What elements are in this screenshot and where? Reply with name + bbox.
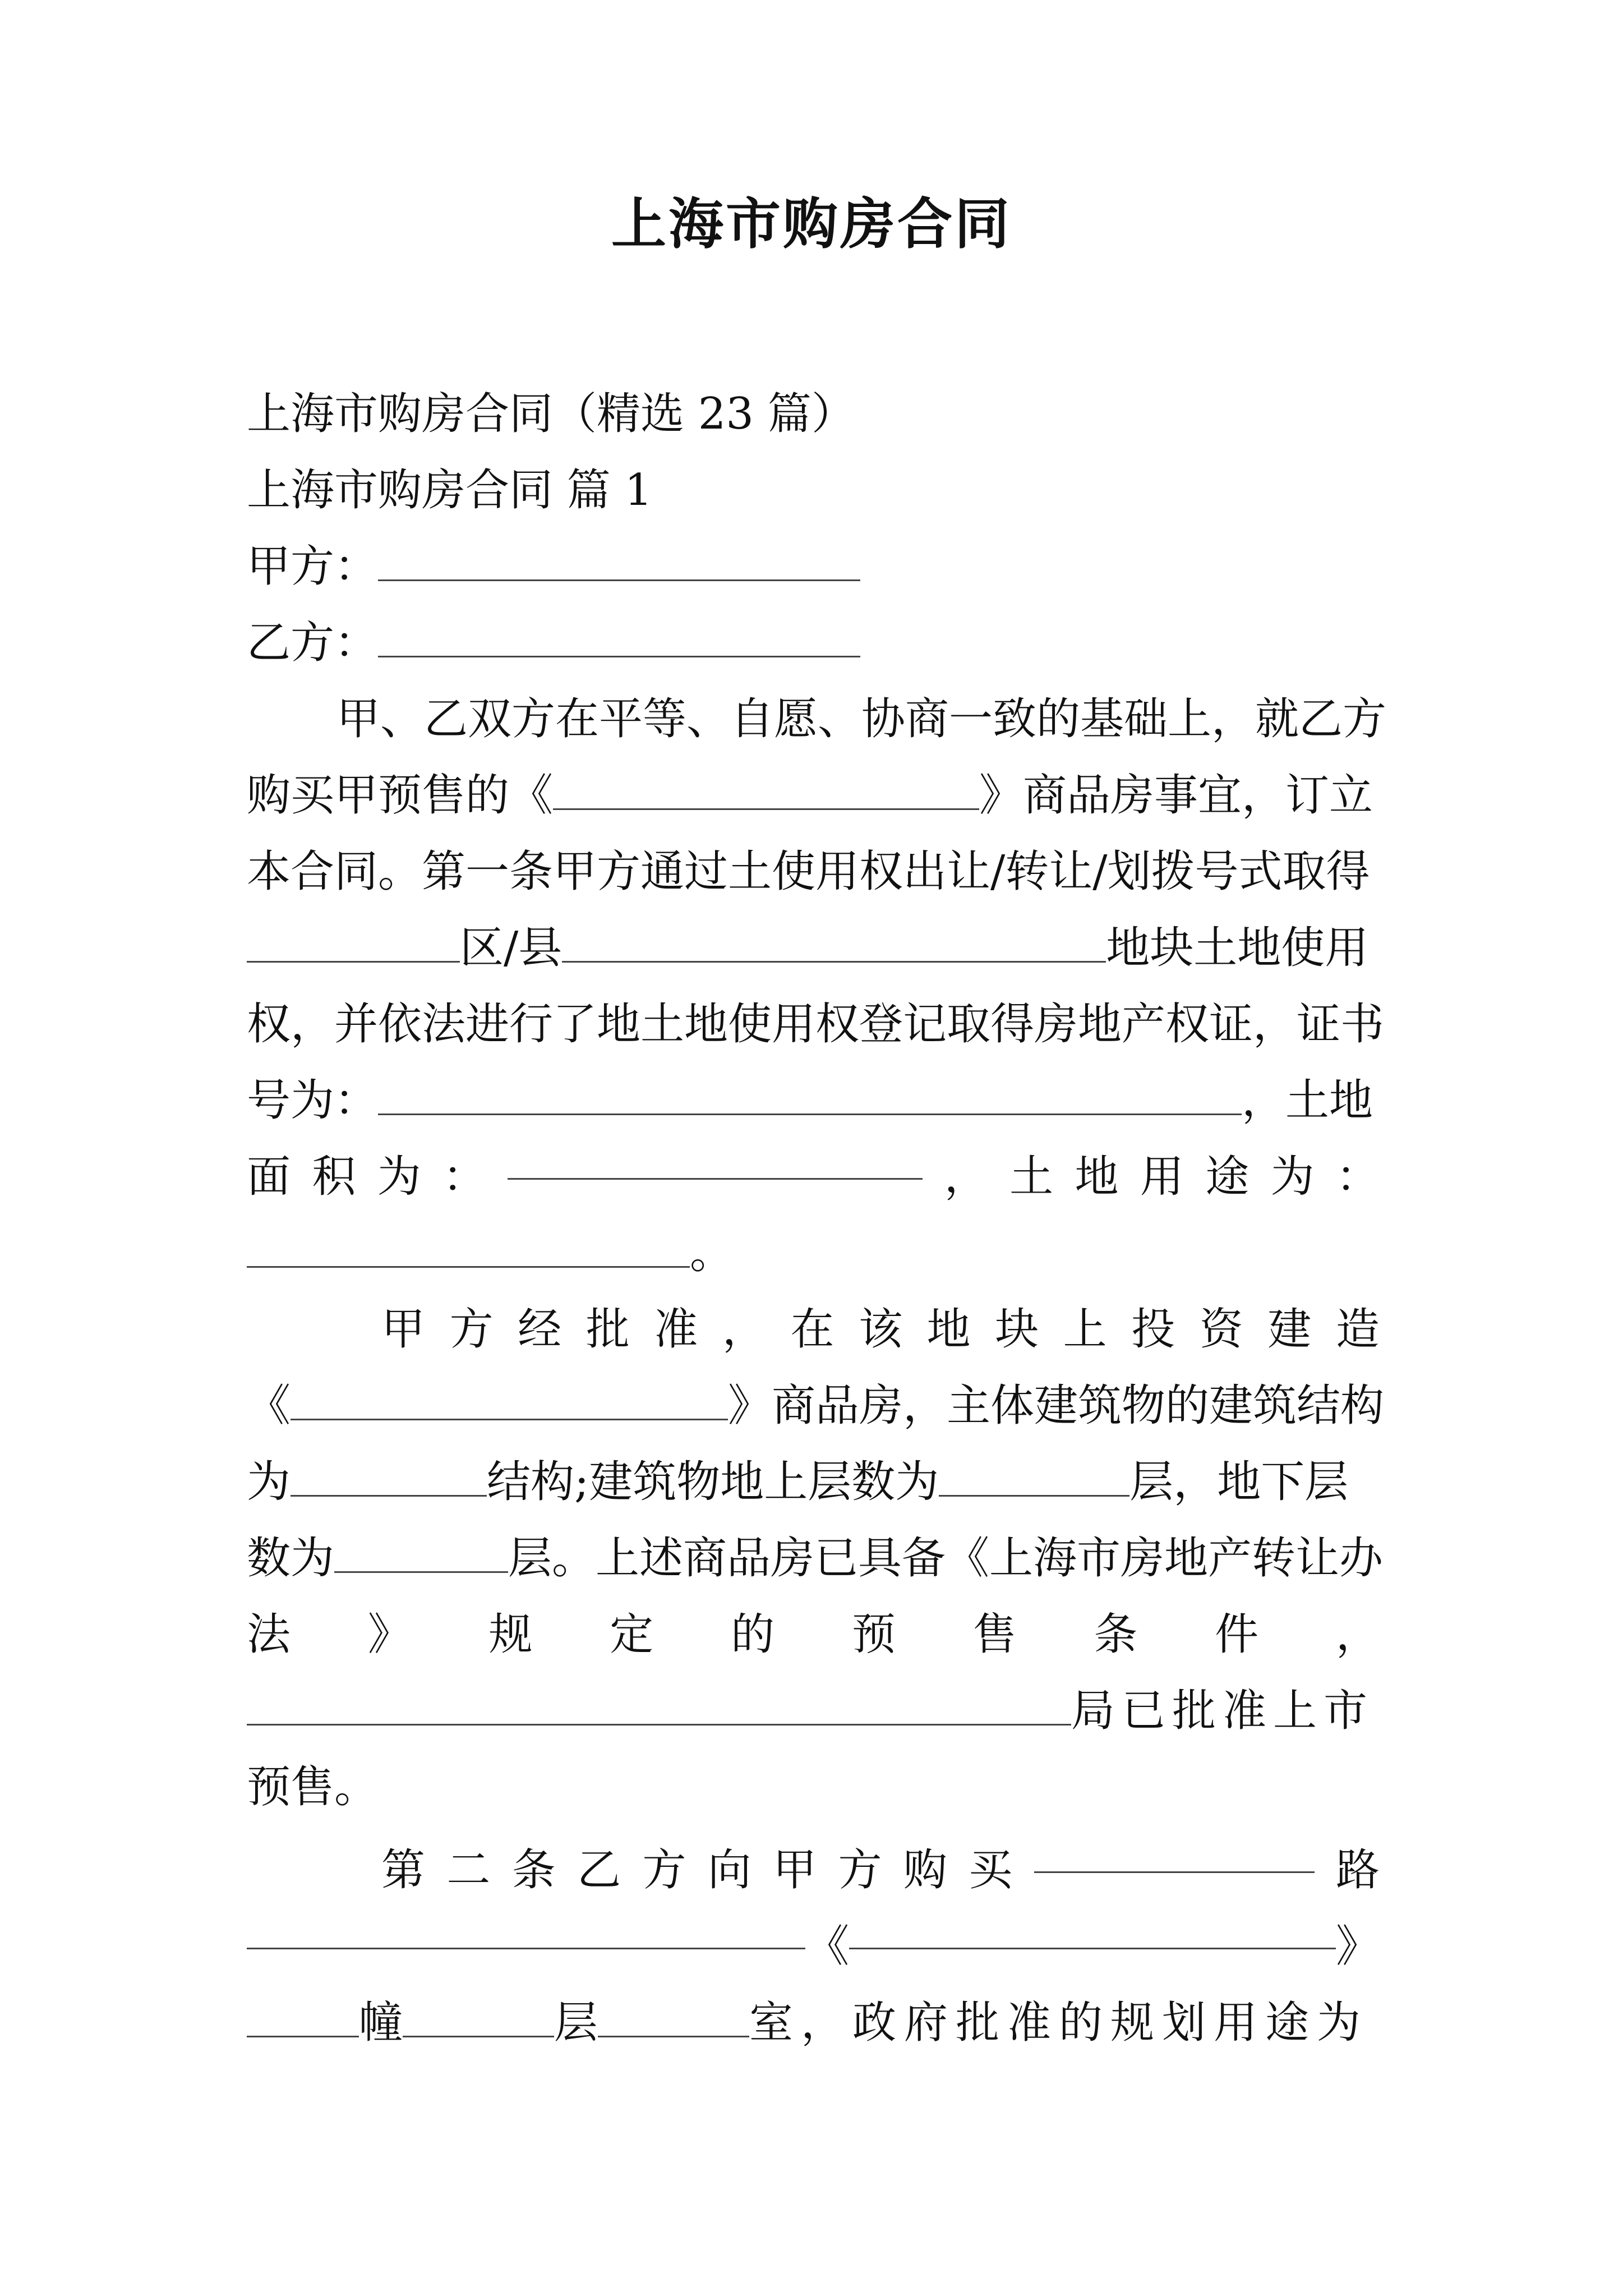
- p3-line-2: [247, 1908, 1380, 1985]
- p2-line-5: [247, 1596, 1380, 1673]
- p1-char: 为: [377, 1152, 421, 1202]
- p2-char: 上: [1063, 1304, 1107, 1355]
- p2-blank-bureau[interactable]: [247, 1685, 1071, 1726]
- p2-char: 的: [731, 1609, 775, 1660]
- p1-blank-area[interactable]: [508, 1139, 923, 1180]
- p2-char: 经: [518, 1304, 562, 1355]
- p2-text-4b: 层。上述商品房已具备《上海市房地产转让办: [508, 1533, 1384, 1584]
- p3-char: 第: [381, 1845, 426, 1895]
- p1-line-1: 甲、乙双方在平等、自愿、协商一致的基础上，就乙方: [336, 694, 1387, 744]
- p1-char: ，: [944, 1152, 988, 1202]
- p1-text-2b: 》商品房事宜，订立: [979, 770, 1373, 821]
- p1-line-7: [247, 1139, 1380, 1216]
- p3-line-1: [381, 1832, 1380, 1909]
- p1-line-3: 本合同。第一条甲方通过土使用权出让/转让/划拨号式取得: [247, 846, 1370, 897]
- p2-blank-floors-above[interactable]: [939, 1456, 1129, 1497]
- party-a-label: 甲方：: [247, 541, 379, 592]
- p2-line-6: [247, 1673, 1380, 1750]
- p1-line-2: [247, 757, 1380, 834]
- p2-char: 甲: [381, 1304, 426, 1355]
- p2-char: 造: [1335, 1304, 1380, 1355]
- p2-char: ，: [1335, 1609, 1380, 1660]
- p3-text-3a: 幢: [359, 1998, 403, 2048]
- p2-char: 批: [585, 1304, 630, 1355]
- p3-char: 向: [707, 1845, 751, 1895]
- p2-char: 规: [488, 1609, 533, 1660]
- section-heading: 上海市购房合同 篇 1: [247, 465, 653, 516]
- p2-text-3b: 结构;建筑物地上层数为: [487, 1457, 939, 1507]
- p2-text-2b: 》商品房，主体建筑物的建筑结构: [728, 1381, 1385, 1431]
- p2-blank-floors-below[interactable]: [334, 1532, 508, 1573]
- p3-text-2a: 《: [805, 1921, 850, 1972]
- p1-blank-certificate[interactable]: [378, 1074, 1242, 1115]
- p2-line-2: [247, 1368, 1385, 1444]
- p1-char: 积: [312, 1152, 356, 1202]
- p3-blank-room[interactable]: [598, 1996, 749, 2037]
- p2-char: ，: [722, 1304, 766, 1355]
- party-a-line: [247, 528, 1380, 605]
- p2-blank-structure[interactable]: [291, 1456, 487, 1497]
- p2-text-2a: 《: [247, 1381, 291, 1431]
- p2-char: 资: [1199, 1304, 1243, 1355]
- p3-char: 乙: [577, 1845, 621, 1895]
- p2-blank-building[interactable]: [291, 1379, 728, 1420]
- p3-blank-address[interactable]: [247, 1908, 805, 1949]
- p2-char: 方: [449, 1304, 494, 1355]
- party-b-label: 乙方：: [247, 618, 379, 668]
- p2-char: 定: [610, 1609, 654, 1660]
- p2-char: 售: [972, 1609, 1017, 1660]
- p1-char: 为: [1270, 1152, 1315, 1202]
- p3-char: 甲: [773, 1845, 817, 1895]
- p1-line-4: [247, 910, 1380, 987]
- p3-text-3c: 室，政府批准的规划用途为: [749, 1998, 1369, 2048]
- p3-blank-floor[interactable]: [403, 1996, 554, 2037]
- p2-char: 该: [858, 1304, 902, 1355]
- p1-line-8: [247, 1215, 1380, 1292]
- p3-char: 方: [642, 1845, 686, 1895]
- p1-text-4a: 区/县: [460, 923, 562, 973]
- p2-line-4: [247, 1520, 1384, 1597]
- p1-char: ：: [1335, 1152, 1380, 1202]
- p2-char: 准: [654, 1304, 698, 1355]
- p1-blank-project[interactable]: [553, 769, 979, 810]
- p1-line-5: 权，并依法进行了地土地使用权登记取得房地产权证，证书: [247, 999, 1385, 1050]
- p1-char: ：: [442, 1152, 487, 1202]
- p1-char: 土: [1009, 1152, 1054, 1202]
- p3-char: 购: [903, 1845, 947, 1895]
- p2-char: 预: [851, 1609, 896, 1660]
- p2-char: 条: [1094, 1609, 1138, 1660]
- p2-char: 块: [995, 1304, 1039, 1355]
- p2-char: 建: [1267, 1304, 1312, 1355]
- p1-text-2a: 购买甲预售的《: [247, 770, 554, 821]
- p2-char: 投: [1131, 1304, 1175, 1355]
- p3-text-3b: 层: [554, 1998, 598, 2048]
- p1-char: 用: [1140, 1152, 1184, 1202]
- p2-char: 在: [790, 1304, 834, 1355]
- p2-line-7: 预售。: [247, 1762, 379, 1812]
- p3-blank-building-no[interactable]: [247, 1996, 359, 2037]
- p2-text-6: 局已批准上市: [1071, 1686, 1375, 1736]
- p2-char: 》: [367, 1609, 412, 1660]
- p1-text-4b: 地块土地使用: [1106, 923, 1369, 973]
- p3-blank-project[interactable]: [849, 1908, 1336, 1949]
- p1-blank-land-use[interactable]: [247, 1227, 690, 1268]
- p3-text-2b: 》: [1335, 1921, 1380, 1972]
- p1-text-6b: ，土地: [1242, 1075, 1373, 1126]
- p1-line-6: [247, 1062, 1380, 1139]
- party-a-blank[interactable]: [378, 540, 860, 581]
- p2-char: 法: [247, 1609, 291, 1660]
- p1-char: 地: [1075, 1152, 1119, 1202]
- p1-blank-district[interactable]: [247, 922, 460, 963]
- party-b-blank[interactable]: [378, 616, 860, 657]
- p2-text-3a: 为: [247, 1457, 291, 1507]
- p1-text-8: 。: [690, 1228, 734, 1278]
- p2-line-3: [247, 1444, 1380, 1521]
- p1-char: 面: [247, 1152, 291, 1202]
- p2-char: 地: [926, 1304, 971, 1355]
- p2-char: 件: [1215, 1609, 1259, 1660]
- p2-text-4a: 数为: [247, 1533, 335, 1584]
- p3-char: 条: [511, 1845, 556, 1895]
- p2-text-3c: 层，地下层: [1129, 1457, 1349, 1507]
- p3-line-3: [247, 1985, 1380, 2062]
- p1-text-6a: 号为：: [247, 1075, 379, 1126]
- p3-char: 路: [1335, 1845, 1380, 1895]
- p3-char: 二: [446, 1845, 491, 1895]
- p3-blank-road[interactable]: [1034, 1832, 1315, 1873]
- p1-char: 途: [1205, 1152, 1249, 1202]
- p2-line-1: [381, 1291, 1380, 1368]
- p1-blank-plot[interactable]: [562, 922, 1106, 963]
- document-title: 上海市购房合同: [611, 192, 1012, 256]
- subtitle: 上海市购房合同（精选 23 篇）: [247, 389, 855, 439]
- p3-char: 买: [969, 1845, 1013, 1895]
- party-b-line: [247, 605, 1380, 682]
- p3-char: 方: [838, 1845, 882, 1895]
